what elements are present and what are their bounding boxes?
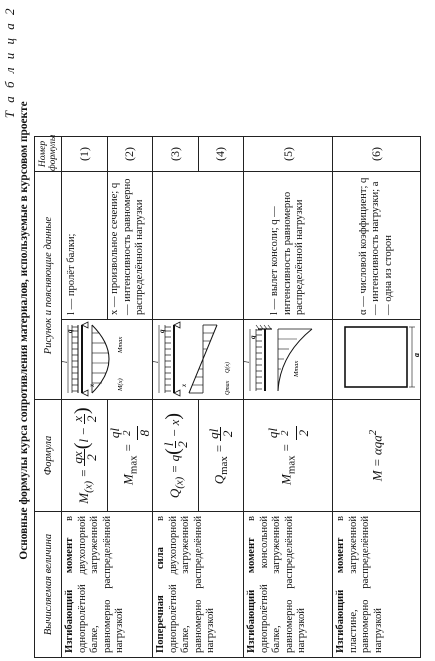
number-cell: (1) (2) (62, 137, 153, 172)
description-cell (153, 172, 244, 320)
x-label: x (180, 383, 188, 387)
formula-cell (333, 400, 421, 512)
quantity-cell: Поперечная сила в однопролётной двухопорной балке, загруженной равномерно распределённой нагрузкой (153, 512, 244, 658)
header-formula: Формула (35, 400, 62, 512)
formula-cell (153, 400, 244, 512)
formula-4: $Q_{max}$ = ql 2 (206, 428, 235, 485)
description-cell: α — числовой коэффициент; q — интенсивность нагрузки; a — одна из сторон (333, 172, 421, 320)
formula-table (34, 2, 421, 658)
span-label: l (243, 361, 251, 363)
number-cell: (5) (244, 137, 333, 172)
plate-diagram (335, 319, 421, 399)
formula-cell (62, 400, 153, 512)
beam-moment-diagram (61, 319, 150, 399)
header-number: Номер формулы (35, 137, 62, 172)
formula-2: $M_{max}$ = ql $^2$ 8 (106, 428, 153, 485)
cantilever-moment-diagram (243, 319, 330, 399)
qx-label: Q(x) (225, 362, 231, 373)
table-row-2 (153, 3, 244, 658)
load-label: q (66, 329, 74, 333)
load-label: q (158, 329, 166, 333)
mx-label: M(x) (117, 378, 124, 391)
table-row-4 (333, 3, 421, 658)
mmax-label: Mmax (117, 336, 124, 353)
span-label: l (152, 361, 160, 363)
figure-cell (333, 320, 421, 400)
figure-cell (244, 320, 333, 400)
formula-6: M = αqa$^2$ (366, 429, 385, 482)
formula-1: $M_{(x)}$ = qx 2 (l − x 2 ) (62, 400, 108, 511)
x-label: x (88, 383, 96, 387)
figure-cell (62, 320, 153, 400)
table-title: Основные формулы курса сопротивления материалов, используемые в курсовом проекте (18, 101, 30, 560)
formula-cell (244, 400, 333, 512)
number-cell: (6) (333, 137, 421, 172)
header-figure: Рисунок и поясняющие данные (35, 172, 62, 400)
table-caption: Т а б л и ц а 2 (2, 6, 17, 119)
description-cell: l — пролёт балки; x — произвольное сечение; q — интенсивность равномерно распределённой нагрузки (62, 172, 153, 320)
header-row (35, 3, 62, 658)
header-quantity: Вычисляемая величина (35, 512, 62, 658)
quantity-cell: Изгибающий момент в однопролётной двухопорной балке, загруженной равномерно распределённой нагрузкой (62, 512, 153, 658)
table-row-3 (244, 3, 333, 658)
beam-shear-diagram (152, 319, 241, 399)
span-label: l (61, 361, 69, 363)
formula-5: $M_{max}$ = ql $^2$ 2 (265, 428, 311, 485)
number-cell: (3) (4) (153, 137, 244, 172)
qmax-label: Qmax (225, 380, 231, 395)
mmax-label: Mmax (293, 360, 300, 377)
description-cell: l — вылет консоли; q — интенсивность равномерно распределённой нагрузки (244, 172, 333, 320)
load-label: q (249, 335, 257, 339)
figure-cell (153, 320, 244, 400)
quantity-cell: Изгибающий момент в однопролётной консольной балке, загруженной равномерно распределённой нагрузкой (244, 512, 333, 658)
table-row-1 (62, 3, 153, 658)
formula-3: $Q_{(x)} = q$( l 2 − x) (153, 400, 199, 511)
side-label: a (412, 353, 421, 357)
quantity-cell: Изгибающий момент в пластине, загруженной равномерно распределённой нагрузкой (333, 512, 421, 658)
